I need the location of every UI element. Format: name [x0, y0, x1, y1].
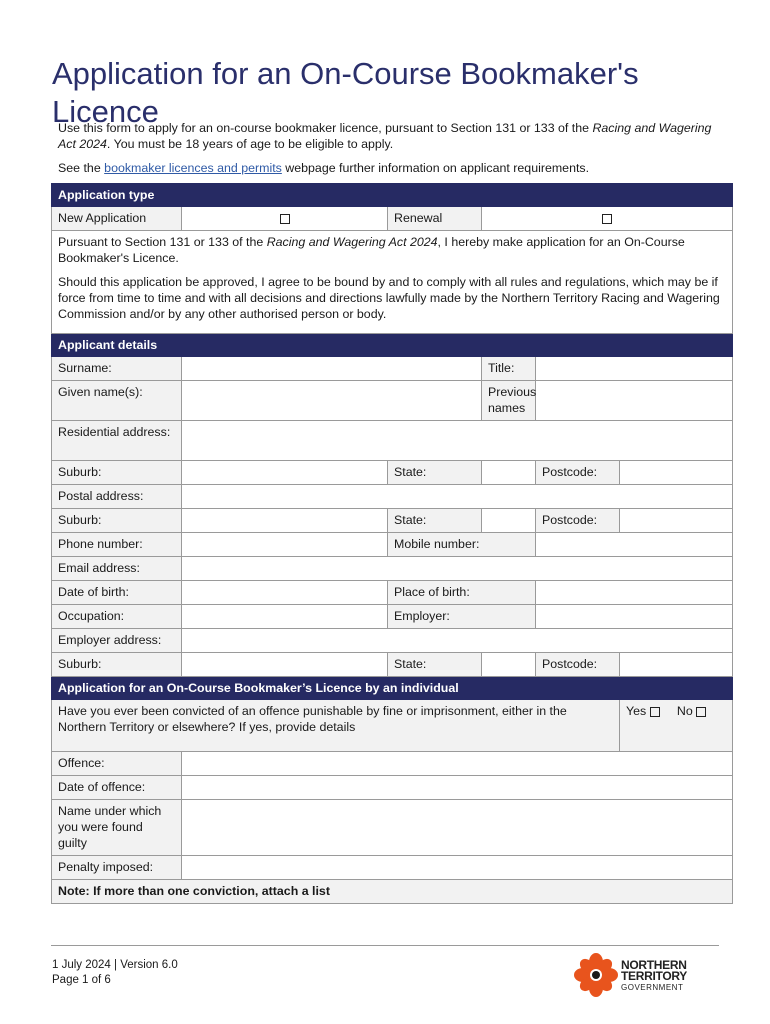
declaration	[52, 231, 733, 334]
declaration-paragraph-1: Pursuant to Section 131 or 133 of the Racing and Wagering Act 2024, I hereby make application for an On-Course Bookmaker's Licence.	[58, 235, 685, 265]
residential-address-field[interactable]	[182, 421, 733, 461]
yes-checkbox[interactable]	[650, 707, 660, 717]
penalty-label: Penalty imposed:	[52, 856, 182, 880]
suburb-label: Suburb:	[52, 461, 182, 485]
penalty-field[interactable]	[182, 856, 733, 880]
dob-label: Date of birth:	[52, 581, 182, 605]
previous-names-label: Previous names	[482, 381, 536, 421]
nt-flower-icon	[573, 952, 619, 998]
suburb-field[interactable]	[182, 461, 388, 485]
employer-state-field[interactable]	[482, 653, 536, 677]
title-label: Title:	[482, 357, 536, 381]
employer-postcode-label: Postcode:	[536, 653, 620, 677]
no-option[interactable]: No	[677, 704, 706, 718]
conviction-answer	[620, 700, 733, 752]
offence-date-field[interactable]	[182, 776, 733, 800]
offence-field[interactable]	[182, 752, 733, 776]
surname-label: Surname:	[52, 357, 182, 381]
given-names-label: Given name(s):	[52, 381, 182, 421]
intro-paragraph: Use this form to apply for an on-course bookmaker licence, pursuant to Section 131 or 133 of the Racing and Wagering Act 2024. You must be 18 years of age to be eligible to apply.	[58, 121, 712, 151]
offence-label: Offence:	[52, 752, 182, 776]
footer-divider	[51, 945, 719, 946]
employer-state-label: State:	[388, 653, 482, 677]
footer-date-version: 1 July 2024 | Version 6.0	[52, 959, 178, 971]
postal-postcode-label: Postcode:	[536, 509, 620, 533]
new-application-checkbox-cell[interactable]	[182, 207, 388, 231]
occupation-field[interactable]	[182, 605, 388, 629]
application-form-table	[51, 183, 733, 904]
employer-address-field[interactable]	[182, 629, 733, 653]
offence-date-label: Date of offence:	[52, 776, 182, 800]
intro-link-paragraph: See the bookmaker licences and permits webpage further information on applicant requirements.	[58, 161, 590, 175]
postal-suburb-field[interactable]	[182, 509, 388, 533]
bookmaker-licences-link[interactable]: bookmaker licences and permits	[104, 161, 282, 175]
name-under-field[interactable]	[182, 800, 733, 856]
intro	[58, 120, 728, 184]
title-field[interactable]	[536, 357, 733, 381]
renewal-checkbox[interactable]	[602, 214, 612, 224]
employer-address-label: Employer address:	[52, 629, 182, 653]
postal-postcode-field[interactable]	[620, 509, 733, 533]
postal-state-label: State:	[388, 509, 482, 533]
surname-field[interactable]	[182, 357, 482, 381]
occupation-label: Occupation:	[52, 605, 182, 629]
new-application-label: New Application	[52, 207, 182, 231]
mobile-field[interactable]	[536, 533, 733, 557]
conviction-note: Note: If more than one conviction, attach a list	[52, 880, 733, 904]
mobile-label: Mobile number:	[388, 533, 536, 557]
employer-suburb-field[interactable]	[182, 653, 388, 677]
employer-label: Employer:	[388, 605, 536, 629]
nt-government-logo	[573, 952, 713, 1000]
given-names-field[interactable]	[182, 381, 482, 421]
renewal-label: Renewal	[388, 207, 482, 231]
state-field[interactable]	[482, 461, 536, 485]
phone-label: Phone number:	[52, 533, 182, 557]
logo-text: NORTHERN TERRITORY GOVERNMENT	[621, 958, 687, 992]
postcode-field[interactable]	[620, 461, 733, 485]
section-individual: Application for an On-Course Bookmaker’s Licence by an individual	[52, 677, 733, 700]
conviction-question: Have you ever been convicted of an offence punishable by fine or imprisonment, either in the Northern Territory or elsewhere? If yes, provide details	[52, 700, 620, 752]
residential-address-label: Residential address:	[52, 421, 182, 461]
postal-address-label: Postal address:	[52, 485, 182, 509]
employer-postcode-field[interactable]	[620, 653, 733, 677]
employer-field[interactable]	[536, 605, 733, 629]
yes-option[interactable]: Yes	[626, 704, 660, 718]
declaration-paragraph-2: Should this application be approved, I agree to be bound by and to comply with all rules and regulations, which may be if force from time to time and with all decisions and directions lawfully made by the Northern Territory Racing and Wagering Commission and/or by any other authorised person or body.	[58, 275, 720, 321]
postal-address-field[interactable]	[182, 485, 733, 509]
section-applicant-details: Applicant details	[52, 334, 733, 357]
dob-field[interactable]	[182, 581, 388, 605]
footer	[52, 958, 178, 988]
page-title: Application for an On-Course Bookmaker's Licence	[52, 55, 639, 129]
section-application-type: Application type	[52, 184, 733, 207]
renewal-checkbox-cell[interactable]	[482, 207, 733, 231]
pob-label: Place of birth:	[388, 581, 536, 605]
postcode-label: Postcode:	[536, 461, 620, 485]
new-application-checkbox[interactable]	[280, 214, 290, 224]
footer-page-number: Page 1 of 6	[52, 974, 111, 986]
email-label: Email address:	[52, 557, 182, 581]
postal-state-field[interactable]	[482, 509, 536, 533]
state-label: State:	[388, 461, 482, 485]
no-checkbox[interactable]	[696, 707, 706, 717]
email-field[interactable]	[182, 557, 733, 581]
name-under-label: Name under which you were found guilty	[52, 800, 182, 856]
employer-suburb-label: Suburb:	[52, 653, 182, 677]
postal-suburb-label: Suburb:	[52, 509, 182, 533]
previous-names-field[interactable]	[536, 381, 733, 421]
phone-field[interactable]	[182, 533, 388, 557]
pob-field[interactable]	[536, 581, 733, 605]
